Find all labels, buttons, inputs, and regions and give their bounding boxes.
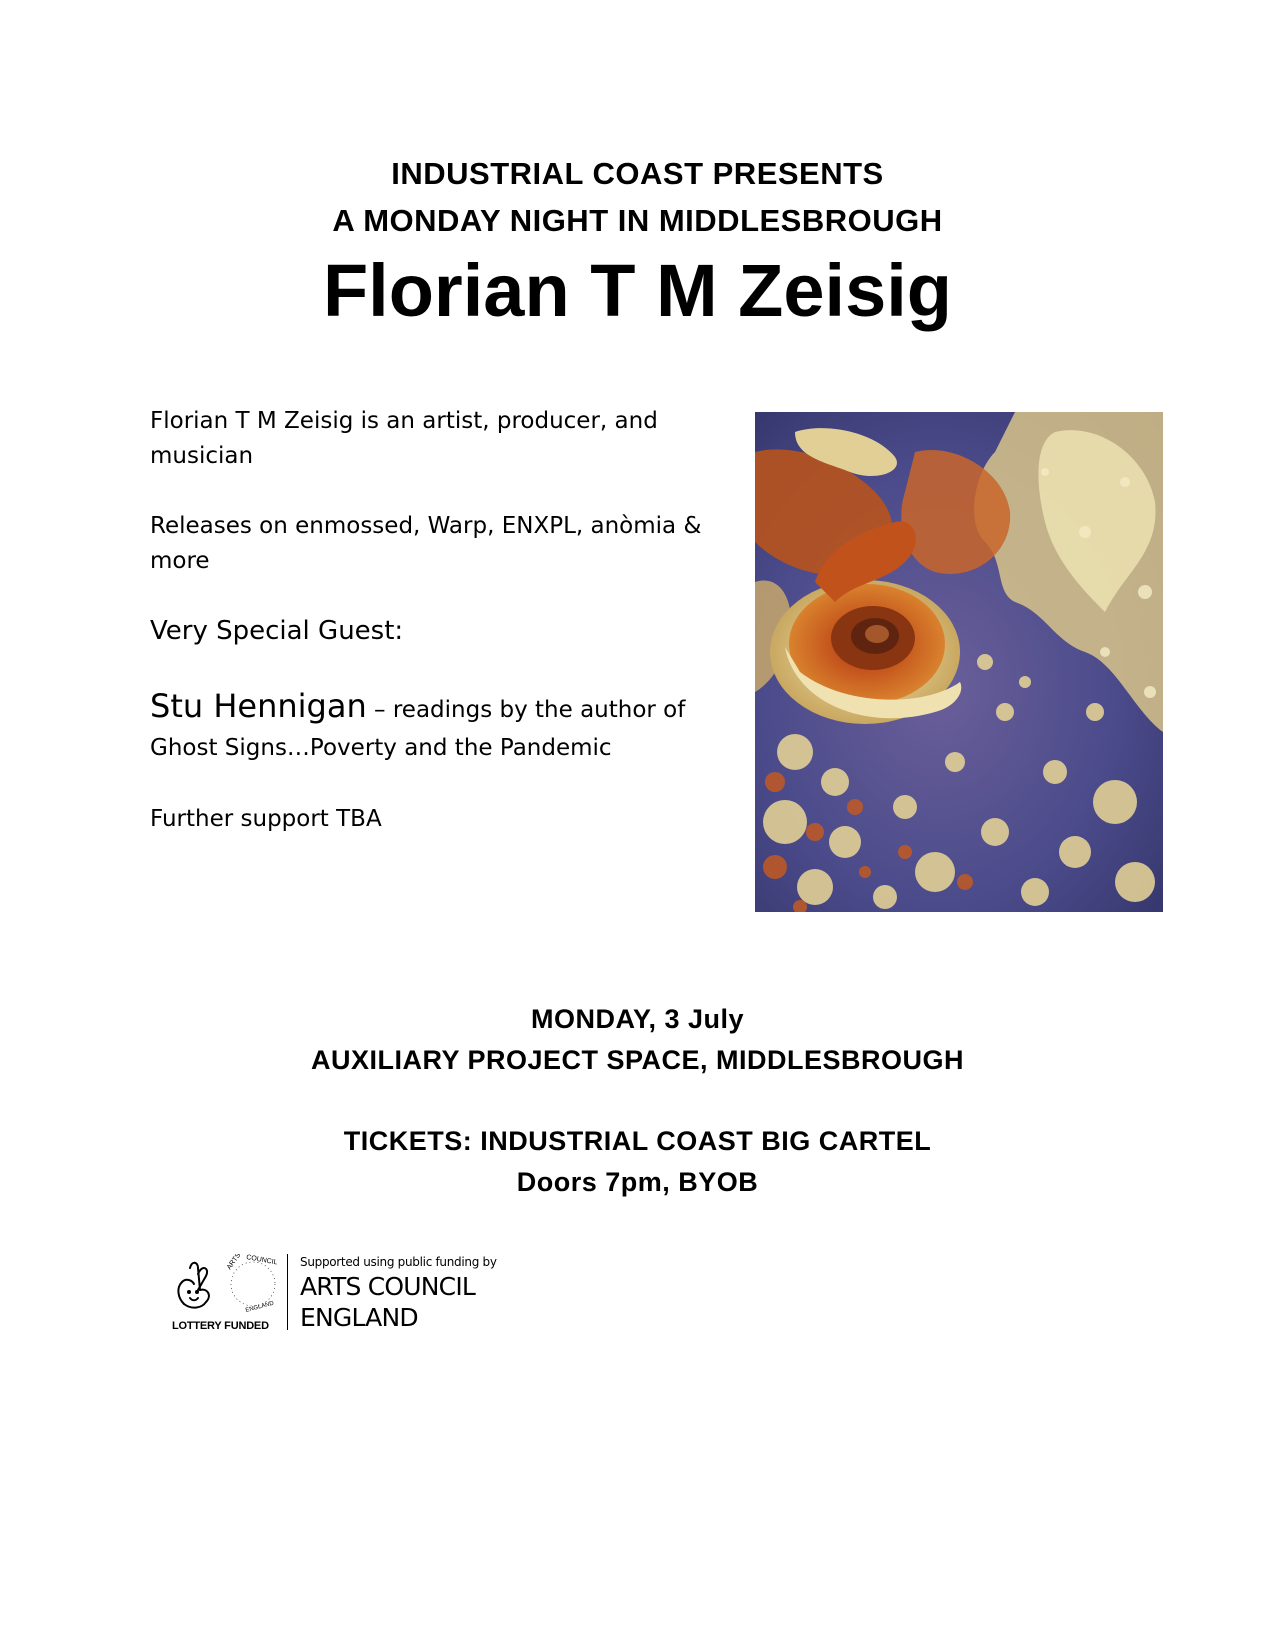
event-date: MONDAY, 3 July [530, 1004, 745, 1034]
guest-heading: Very Special Guest: [150, 616, 404, 646]
artist-bio [150, 404, 740, 837]
arts-council-logo [300, 1254, 497, 1332]
council-name-line1: ARTS COUNCIL [300, 1272, 476, 1301]
svg-text:ARTS: ARTS [225, 1254, 243, 1272]
presenter-line: INDUSTRIAL COAST PRESENTS [391, 156, 884, 191]
event-venue: AUXILIARY PROJECT SPACE, MIDDLESBROUGH [310, 1045, 965, 1075]
lottery-funded-label: LOTTERY FUNDED [172, 1320, 269, 1332]
poster-header [0, 150, 1275, 336]
artwork-photo [755, 412, 1163, 912]
event-subtitle: A MONDAY NIGHT IN MIDDLESBROUGH [332, 203, 943, 238]
artist-title: Florian T M Zeisig [322, 249, 953, 332]
svg-text:COUNCIL: COUNCIL [245, 1254, 278, 1267]
svg-text:ENGLAND: ENGLAND [244, 1300, 275, 1314]
bio-intro: Florian T M Zeisig is an artist, producer, and musician [150, 408, 658, 469]
logo-divider [287, 1254, 288, 1330]
crossed-fingers-icon [168, 1254, 282, 1320]
event-tickets: TICKETS: INDUSTRIAL COAST BIG CARTEL [343, 1126, 932, 1156]
guest-name: Stu Hennigan [150, 687, 367, 725]
funding-logos [168, 1254, 528, 1344]
guest-description: – readings by the author of Ghost Signs…Poverty and the Pandemic [150, 697, 686, 761]
bio-releases: Releases on enmossed, Warp, ENXPL, anòmia & more [150, 513, 702, 574]
council-name-line2: ENGLAND [300, 1303, 418, 1332]
supported-text: Supported using public funding by [300, 1255, 497, 1269]
lottery-logo [168, 1254, 282, 1344]
event-details [0, 999, 1275, 1203]
details-spacer [0, 1081, 1275, 1121]
support-note: Further support TBA [150, 806, 382, 832]
event-doors: Doors 7pm, BYOB [516, 1167, 759, 1197]
guest-paragraph [150, 687, 740, 767]
